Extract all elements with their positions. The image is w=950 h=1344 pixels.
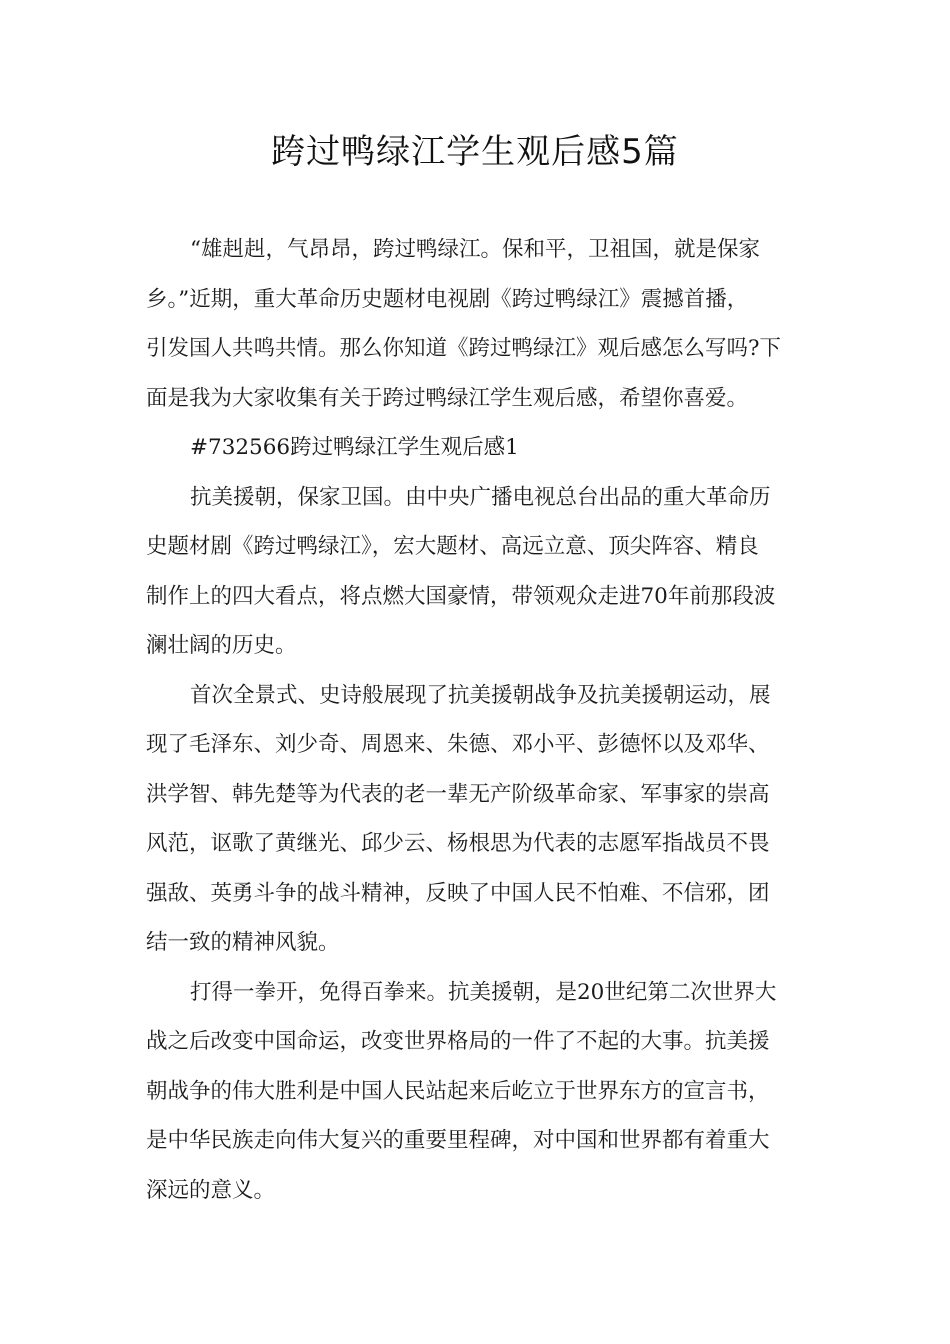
paragraph-line: 制作上的四大看点，将点燃大国豪情，带领观众走进70年前那段波 bbox=[146, 583, 776, 609]
paragraph-line: 乡。”近期，重大革命历史题材电视剧《跨过鸭绿江》震撼首播， bbox=[146, 286, 749, 312]
paragraph-line: 结一致的精神风貌。 bbox=[146, 930, 340, 955]
paragraph-line: 现了毛泽东、刘少奇、周恩来、朱德、邓小平、彭德怀以及邓华、 bbox=[146, 732, 770, 757]
paragraph-line: 风范，讴歌了黄继光、邱少云、杨根思为代表的志愿军指战员不畏 bbox=[146, 831, 770, 856]
paragraph-line: 澜壮阔的历史。 bbox=[146, 633, 297, 658]
section-heading-text: #732566跨过鸭绿江学生观后感1 bbox=[190, 435, 519, 460]
paragraph-significance bbox=[146, 968, 810, 1216]
paragraph-line: 深远的意义。 bbox=[146, 1177, 276, 1203]
paragraph-line: 史题材剧《跨过鸭绿江》，宏大题材、高远立意、顶尖阵容、精良 bbox=[146, 534, 759, 559]
paragraph-line: “雄赳赳，气昂昂，跨过鸭绿江。保和平，卫祖国，就是保家 bbox=[190, 237, 760, 262]
paragraph-line: 洪学智、韩先楚等为代表的老一辈无产阶级革命家、军事家的崇高 bbox=[146, 781, 770, 807]
paragraph-line: 引发国人共鸣共情。那么你知道《跨过鸭绿江》观后感怎么写吗?下 bbox=[146, 336, 782, 361]
paragraph-content bbox=[146, 671, 810, 968]
paragraph-line: 首次全景式、史诗般展现了抗美援朝战争及抗美援朝运动，展 bbox=[190, 682, 771, 708]
paragraph-line: 战之后改变中国命运，改变世界格局的一件了不起的大事。抗美援 bbox=[146, 1029, 770, 1054]
paragraph-line: 面是我为大家收集有关于跨过鸭绿江学生观后感，希望你喜爱。 bbox=[146, 385, 749, 411]
paragraph-line: 强敌、英勇斗争的战斗精神，反映了中国人民不怕难、不信邪，团 bbox=[146, 880, 770, 906]
paragraph-overview bbox=[146, 473, 810, 671]
paragraph-line: 朝战争的伟大胜利是中国人民站起来后屹立于世界东方的宣言书， bbox=[146, 1078, 770, 1104]
document-title: 跨过鸭绿江学生观后感5篇 bbox=[271, 132, 679, 172]
document-body bbox=[146, 225, 810, 1215]
paragraph-line: 打得一拳开，免得百拳来。抗美援朝，是20世纪第二次世界大 bbox=[190, 979, 777, 1005]
section-heading bbox=[146, 423, 810, 473]
paragraph-line: 是中华民族走向伟大复兴的重要里程碑，对中国和世界都有着重大 bbox=[146, 1128, 770, 1153]
paragraph-line: 抗美援朝，保家卫国。由中央广播电视总台出品的重大革命历 bbox=[190, 484, 771, 510]
paragraph-intro bbox=[146, 225, 810, 423]
